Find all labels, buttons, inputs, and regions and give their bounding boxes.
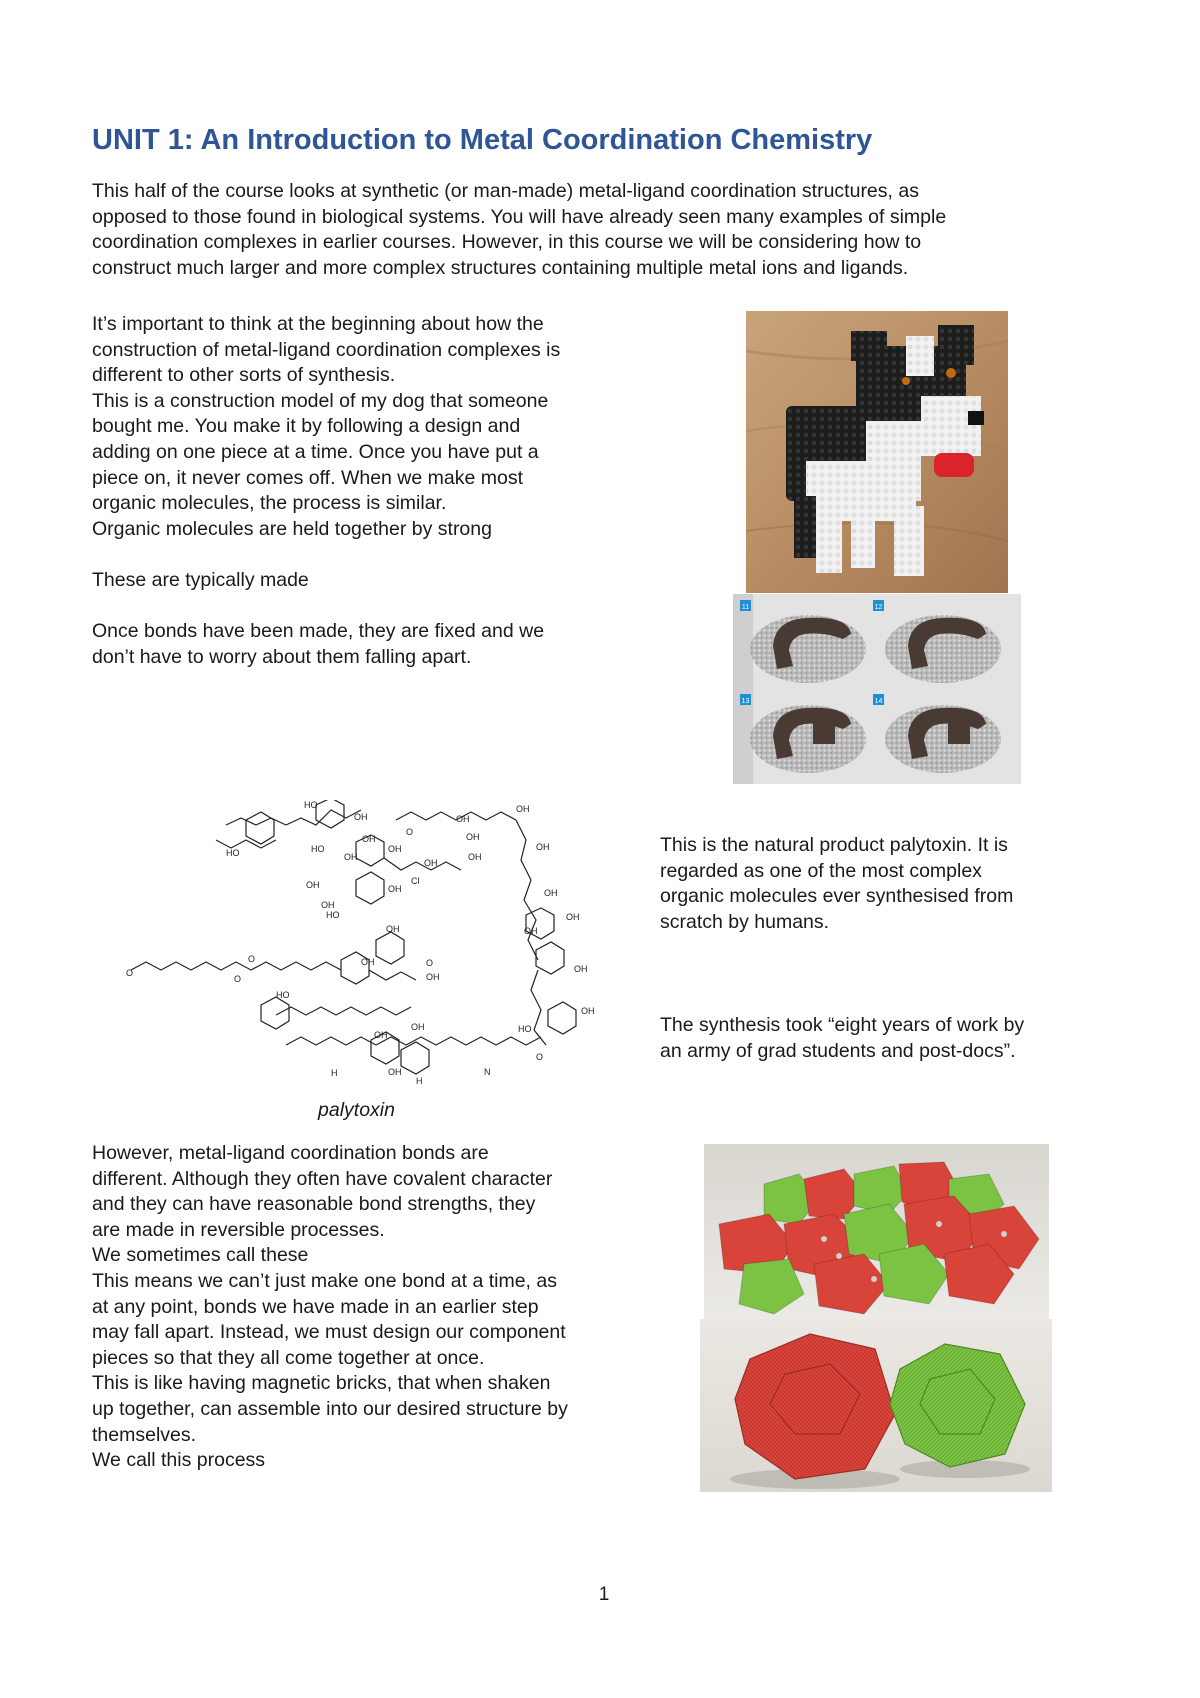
atom-label: O [406,827,414,837]
atom-label: OH [306,880,320,890]
coordination-line: different. Although they often have covalent character [92,1167,553,1190]
atom-label: H [416,1076,423,1086]
atom-label: OH [536,842,550,852]
coordination-line: We sometimes call these [92,1244,309,1267]
synthesis-line: The synthesis took “eight years of work by [660,1014,1025,1036]
atom-label: OH [574,964,588,974]
construction-line: adding on one piece at a time. Once you have put a [92,440,539,463]
construction-line: organic molecules, the process is similar. [92,492,447,515]
construction-line: piece on, it never comes off. When we make most [92,466,523,489]
coordination-line: may fall apart. Instead, we must design our component [92,1321,566,1344]
atom-label: O [234,974,242,984]
atom-label: Cl [411,876,420,886]
atom-label: OH [566,912,580,922]
coordination-line: This is like having magnetic bricks, that when shaken [92,1372,551,1395]
atom-label: OH [411,1022,425,1032]
intro-line: This half of the course looks at synthetic (or man-made) metal-ligand coordination structures, as [92,180,919,202]
coordination-line: and they can have reasonable bond strengths, they [92,1193,536,1216]
construction-line: Organic molecules are held together by strong [92,517,492,540]
palytoxin-line: regarded as one of the most complex [660,859,982,882]
coordination-line: up together, can assemble into our desired structure by [92,1397,568,1420]
atom-label: HO [518,1024,532,1034]
atom-label: O [248,954,256,964]
atom-label: OH [544,888,558,898]
atom-label: OH [424,858,438,868]
atom-label: OH [426,972,440,982]
synthesis-quote [660,1013,1024,1064]
assembled-dodecahedra-photo [700,1319,1052,1492]
construction-line: don’t have to worry about them falling apart. [92,645,472,668]
step-number: 11 [741,604,750,611]
coordination-line: themselves. [92,1423,197,1446]
atom-label: O [126,968,134,978]
instructions-photo [733,594,1021,784]
construction-line: These are typically made [92,568,309,591]
atom-label: OH [524,926,538,936]
magnetic-bricks-pile-photo [704,1144,1049,1319]
atom-label: OH [361,957,375,967]
atom-label: OH [516,804,530,814]
atom-label: OH [466,832,480,842]
construction-line: construction of metal-ligand coordination complexes is [92,338,561,361]
atom-label: O [426,958,434,968]
atom-label: OH [386,924,400,934]
coordination-line: are made in reversible processes. [92,1218,385,1241]
atom-label: HO [226,848,240,858]
step-number: 13 [741,698,750,705]
construction-line: Once bonds have been made, they are fixed and we [92,620,545,643]
page-title: UNIT 1: An Introduction to Metal Coordination Chemistry [92,124,873,156]
atom-label: O [536,1052,544,1062]
coordination-line: However, metal-ligand coordination bonds are [92,1142,489,1164]
atom-label: OH [344,852,358,862]
atom-label: OH [362,834,376,844]
atom-label: OH [321,900,335,910]
construction-line: bought me. You make it by following a design and [92,415,521,438]
construction-paragraph [92,312,560,670]
construction-line: It’s important to think at the beginning about how the [92,313,544,335]
palytoxin-description [660,833,1013,935]
atom-label: OH [388,1067,402,1077]
atom-label: OH [354,812,368,822]
coordination-line: at any point, bonds we have made in an earlier step [92,1295,539,1318]
coordination-paragraph [92,1141,568,1474]
construction-line: This is a construction model of my dog that someone [92,389,549,412]
palytoxin-line: organic molecules ever synthesised from [660,885,1014,908]
palytoxin-line: This is the natural product palytoxin. It is [660,834,1008,856]
synthesis-line: an army of grad students and post-docs”. [660,1039,1016,1062]
palytoxin-line: scratch by humans. [660,910,830,933]
atom-label: OH [581,1006,595,1016]
palytoxin-structure [126,800,596,1095]
atom-label: N [484,1067,491,1077]
intro-line: opposed to those found in biological systems. You will have already seen many examples of simple [92,205,947,228]
atom-label: HO [311,844,325,854]
step-number: 14 [874,698,883,705]
intro-line: coordination complexes in earlier courses. However, in this course we will be considering how to [92,231,922,254]
coordination-line: pieces so that they all come together at once. [92,1346,485,1369]
coordination-line: This means we can’t just make one bond at a time, as [92,1269,557,1292]
coordination-line: We call this process [92,1449,266,1472]
page-number: 1 [598,1584,610,1605]
atom-label: HO [276,990,290,1000]
lego-dog-photo [746,311,1008,593]
atom-label: OH [456,814,470,824]
step-number: 12 [874,604,883,611]
intro-line: construct much larger and more complex structures containing multiple metal ions and ligands. [92,256,909,279]
atom-label: OH [468,852,482,862]
atom-label: HO [304,800,318,810]
palytoxin-caption: palytoxin [318,1099,395,1121]
atom-label: H [331,1068,338,1078]
intro-paragraph [92,179,946,281]
construction-line: different to other sorts of synthesis. [92,364,396,387]
atom-label: OH [388,844,402,854]
atom-label: OH [388,884,402,894]
atom-label: OH [374,1030,388,1040]
atom-label: HO [326,910,340,920]
